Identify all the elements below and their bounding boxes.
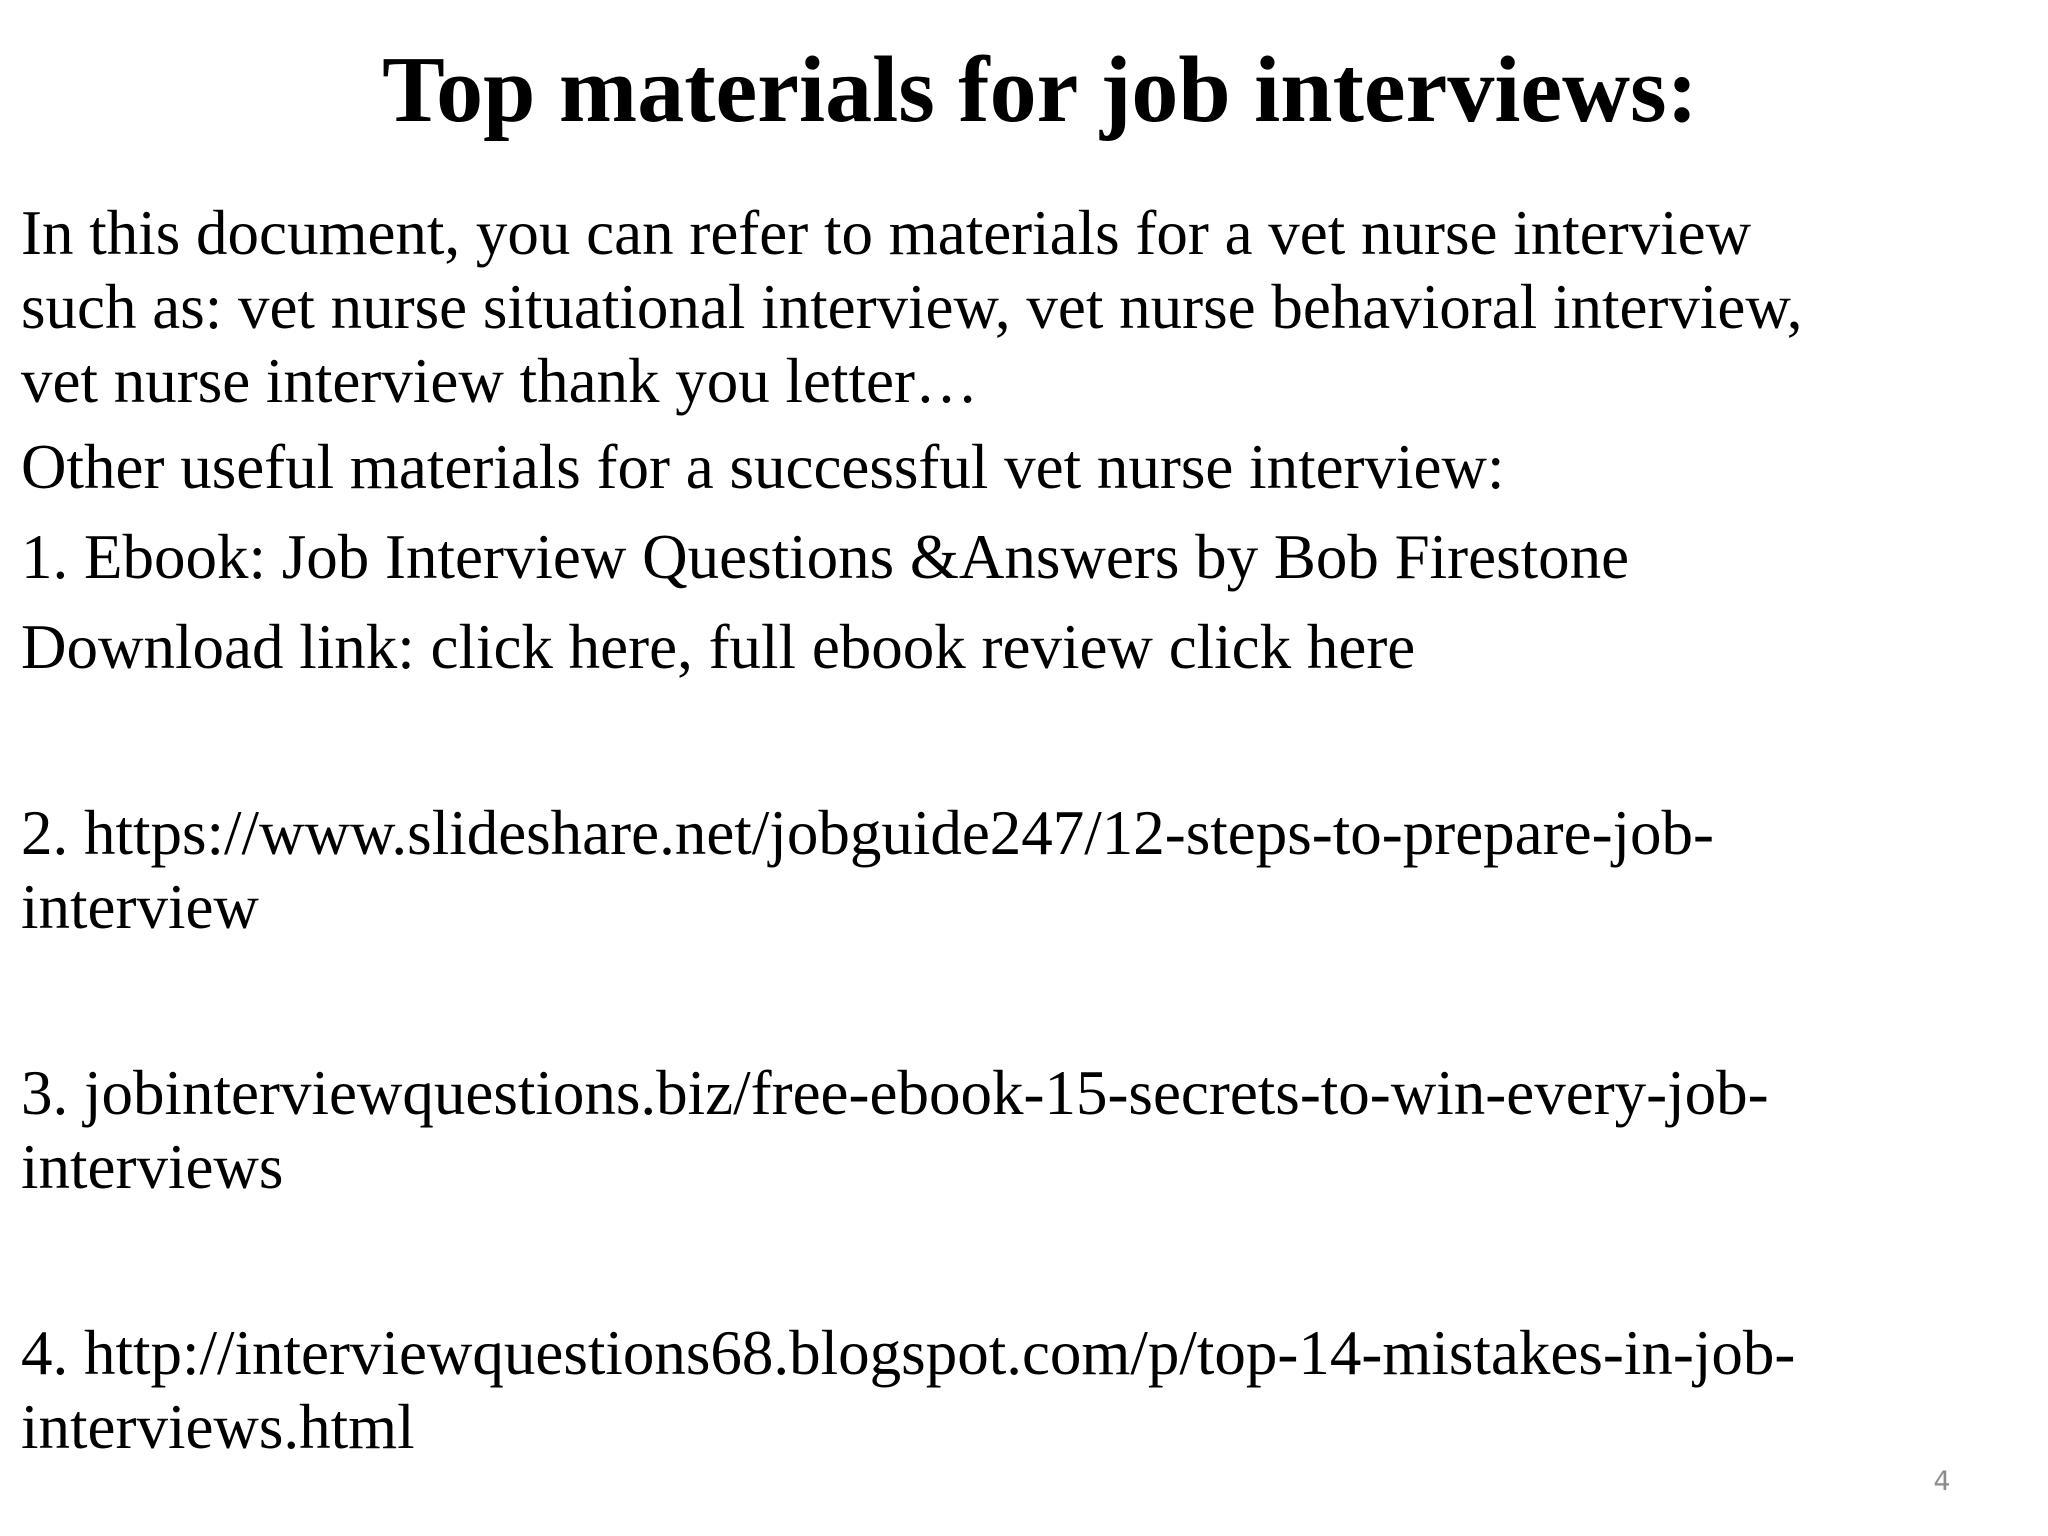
item-4-link[interactable] xyxy=(21,1316,2021,1464)
other-materials-heading: Other useful materials for a successful vet nurse interview: xyxy=(21,432,1505,502)
download-link[interactable]: click here xyxy=(430,612,678,682)
intro-line-3: vet nurse interview thank you letter… xyxy=(21,346,978,416)
item-2-line-1[interactable]: 2. https://www.slideshare.net/jobguide247/12-steps-to-prepare-job- xyxy=(21,798,1715,868)
review-prefix: , full ebook review xyxy=(677,612,1169,682)
intro-line-1: In this document, you can refer to materials for a vet nurse interview xyxy=(21,198,1752,268)
item-4-line-1[interactable]: 4. http://interviewquestions68.blogspot.com/p/top-14-mistakes-in-job- xyxy=(21,1318,1796,1388)
item-3-link[interactable] xyxy=(21,1056,2021,1204)
page-number: 4 xyxy=(1933,1466,1951,1497)
item-3-line-2[interactable]: interviews xyxy=(21,1132,284,1202)
download-prefix: Download link: xyxy=(21,612,431,682)
item-1-ebook: 1. Ebook: Job Interview Questions &Answers by Bob Firestone xyxy=(21,522,1630,592)
item-4-line-2[interactable]: interviews.html xyxy=(21,1392,415,1462)
intro-paragraph xyxy=(21,196,2021,418)
item-2-line-2[interactable]: interview xyxy=(21,872,259,942)
item-2-link[interactable] xyxy=(21,796,2021,944)
item-3-line-1[interactable]: 3. jobinterviewquestions.biz/free-ebook-15-secrets-to-win-every-job- xyxy=(21,1058,1769,1128)
intro-line-2: such as: vet nurse situational interview, vet nurse behavioral interview, xyxy=(21,272,1803,342)
download-line xyxy=(21,610,2021,684)
slide-title: Top materials for job interviews: xyxy=(382,38,1698,142)
slide-body xyxy=(21,196,2021,1464)
ebook-review-link[interactable]: click here xyxy=(1168,612,1416,682)
